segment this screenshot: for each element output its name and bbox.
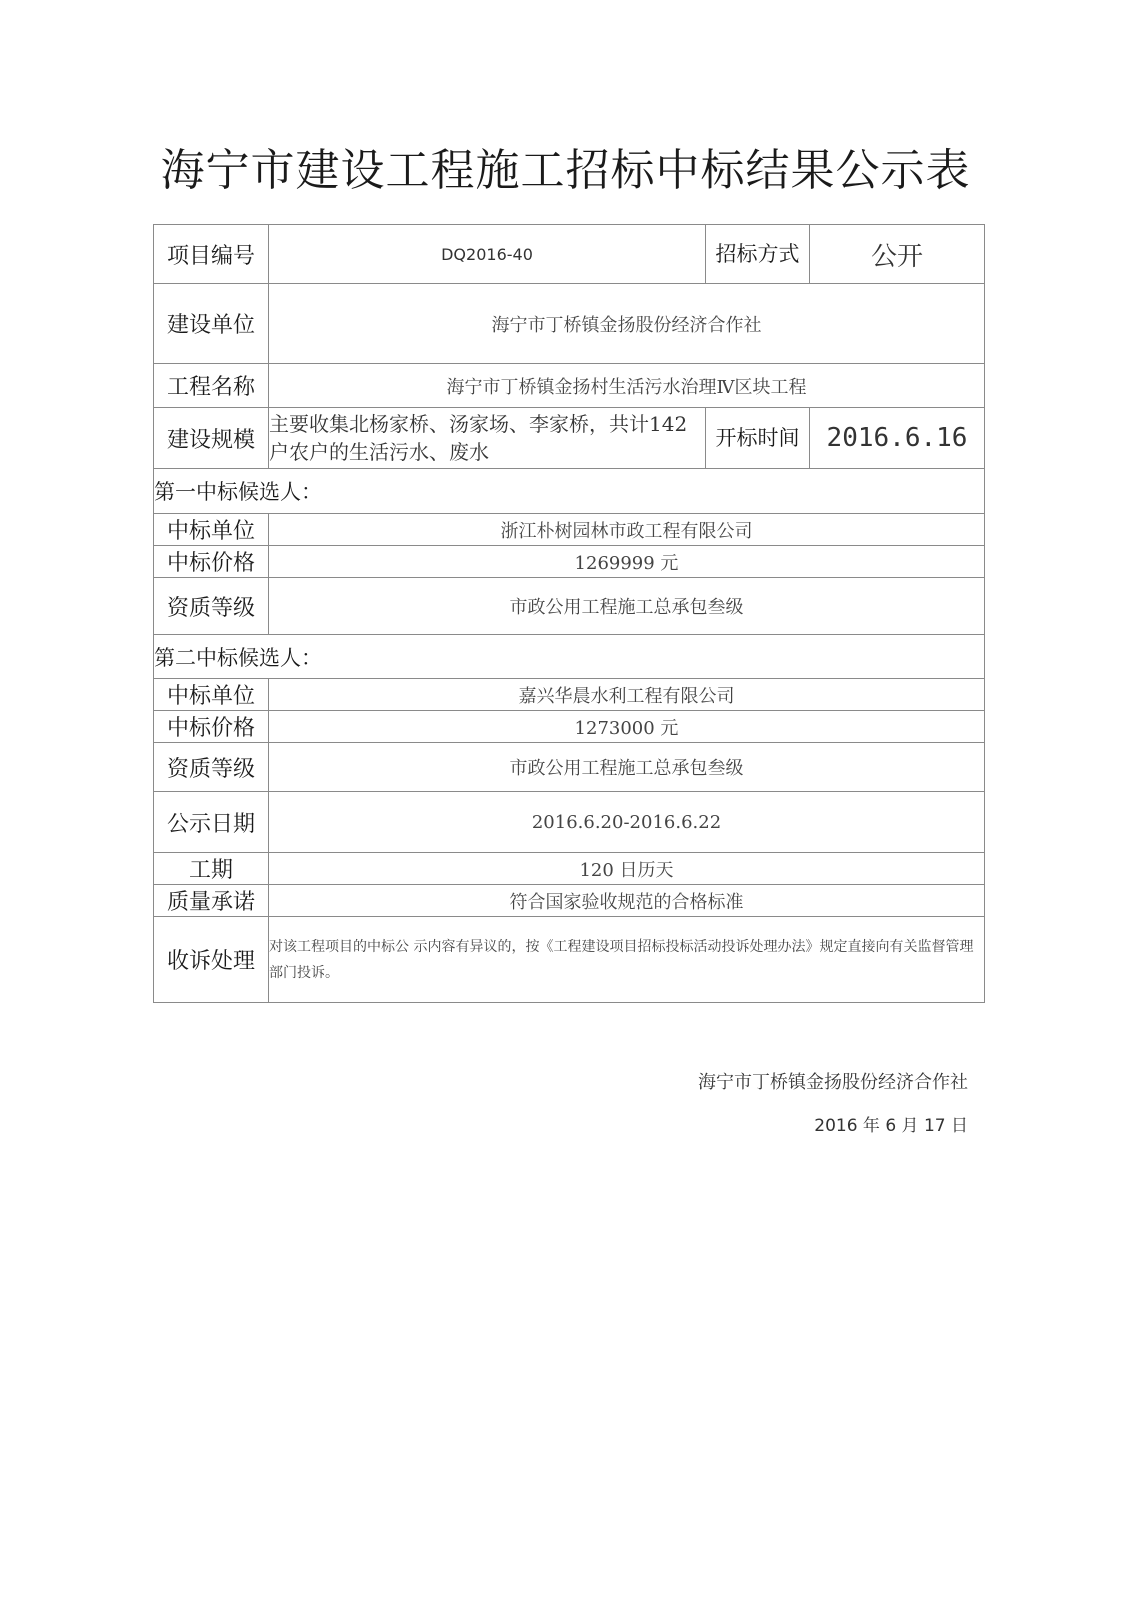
footer-date: 2016 年 6 月 17 日 xyxy=(814,1116,968,1136)
candidate1-price-label: 中标价格 xyxy=(154,546,269,578)
candidate2-price-label: 中标价格 xyxy=(154,711,269,743)
project-number-label: 项目编号 xyxy=(154,225,269,284)
candidate2-unit-label: 中标单位 xyxy=(154,679,269,711)
notice-date-label: 公示日期 xyxy=(154,792,269,853)
builder-value: 海宁市丁桥镇金扬股份经济合作社 xyxy=(269,284,985,364)
project-name-label: 工程名称 xyxy=(154,364,269,408)
open-time-value: 2016.6.16 xyxy=(810,408,985,469)
candidate1-qual-value: 市政公用工程施工总承包叁级 xyxy=(269,578,985,635)
candidate2-heading: 第二中标候选人： xyxy=(154,635,985,679)
row-builder xyxy=(154,284,985,364)
row-candidate2-price xyxy=(154,711,985,743)
row-project-name xyxy=(154,364,985,408)
period-label: 工期 xyxy=(154,853,269,885)
row-candidate1-qual xyxy=(154,578,985,635)
row-period xyxy=(154,853,985,885)
builder-label: 建设单位 xyxy=(154,284,269,364)
row-complaint xyxy=(154,917,985,1003)
document-title: 海宁市建设工程施工招标中标结果公示表 xyxy=(160,145,971,196)
row-notice-date xyxy=(154,792,985,853)
complaint-value: 对该工程项目的中标公 示内容有异议的，按《工程建设项目招标投标活动投诉处理办法》规定直接向有关监督管理部门投诉。 xyxy=(269,917,985,1003)
row-candidate2-qual xyxy=(154,743,985,792)
row-candidate2-unit xyxy=(154,679,985,711)
bid-method-label: 招标方式 xyxy=(706,225,810,284)
row-candidate1-price xyxy=(154,546,985,578)
scale-value: 主要收集北杨家桥、汤家场、李家桥，共计142户农户的生活污水、废水 xyxy=(269,408,706,469)
candidate1-price-value: 1269999 元 xyxy=(269,546,985,578)
quality-value: 符合国家验收规范的合格标准 xyxy=(269,885,985,917)
bid-method-value: 公开 xyxy=(810,225,985,284)
row-candidate1-unit xyxy=(154,514,985,546)
candidate1-heading: 第一中标候选人： xyxy=(154,469,985,514)
notice-date-value: 2016.6.20-2016.6.22 xyxy=(269,792,985,853)
candidate1-unit-value: 浙江朴树园林市政工程有限公司 xyxy=(269,514,985,546)
candidate2-price-value: 1273000 元 xyxy=(269,711,985,743)
candidate2-qual-label: 资质等级 xyxy=(154,743,269,792)
quality-label: 质量承诺 xyxy=(154,885,269,917)
candidate1-unit-label: 中标单位 xyxy=(154,514,269,546)
result-table xyxy=(153,224,985,1003)
candidate2-unit-value: 嘉兴华晨水利工程有限公司 xyxy=(269,679,985,711)
scale-label: 建设规模 xyxy=(154,408,269,469)
row-candidate1-heading xyxy=(154,469,985,514)
complaint-label: 收诉处理 xyxy=(154,917,269,1003)
period-value: 120 日历天 xyxy=(269,853,985,885)
project-number-value: DQ2016-40 xyxy=(269,225,706,284)
project-name-value: 海宁市丁桥镇金扬村生活污水治理Ⅳ区块工程 xyxy=(269,364,985,408)
row-scale xyxy=(154,408,985,469)
footer-organization: 海宁市丁桥镇金扬股份经济合作社 xyxy=(698,1072,968,1093)
row-project-number xyxy=(154,225,985,284)
candidate1-qual-label: 资质等级 xyxy=(154,578,269,635)
row-candidate2-heading xyxy=(154,635,985,679)
open-time-label: 开标时间 xyxy=(706,408,810,469)
candidate2-qual-value: 市政公用工程施工总承包叁级 xyxy=(269,743,985,792)
row-quality xyxy=(154,885,985,917)
